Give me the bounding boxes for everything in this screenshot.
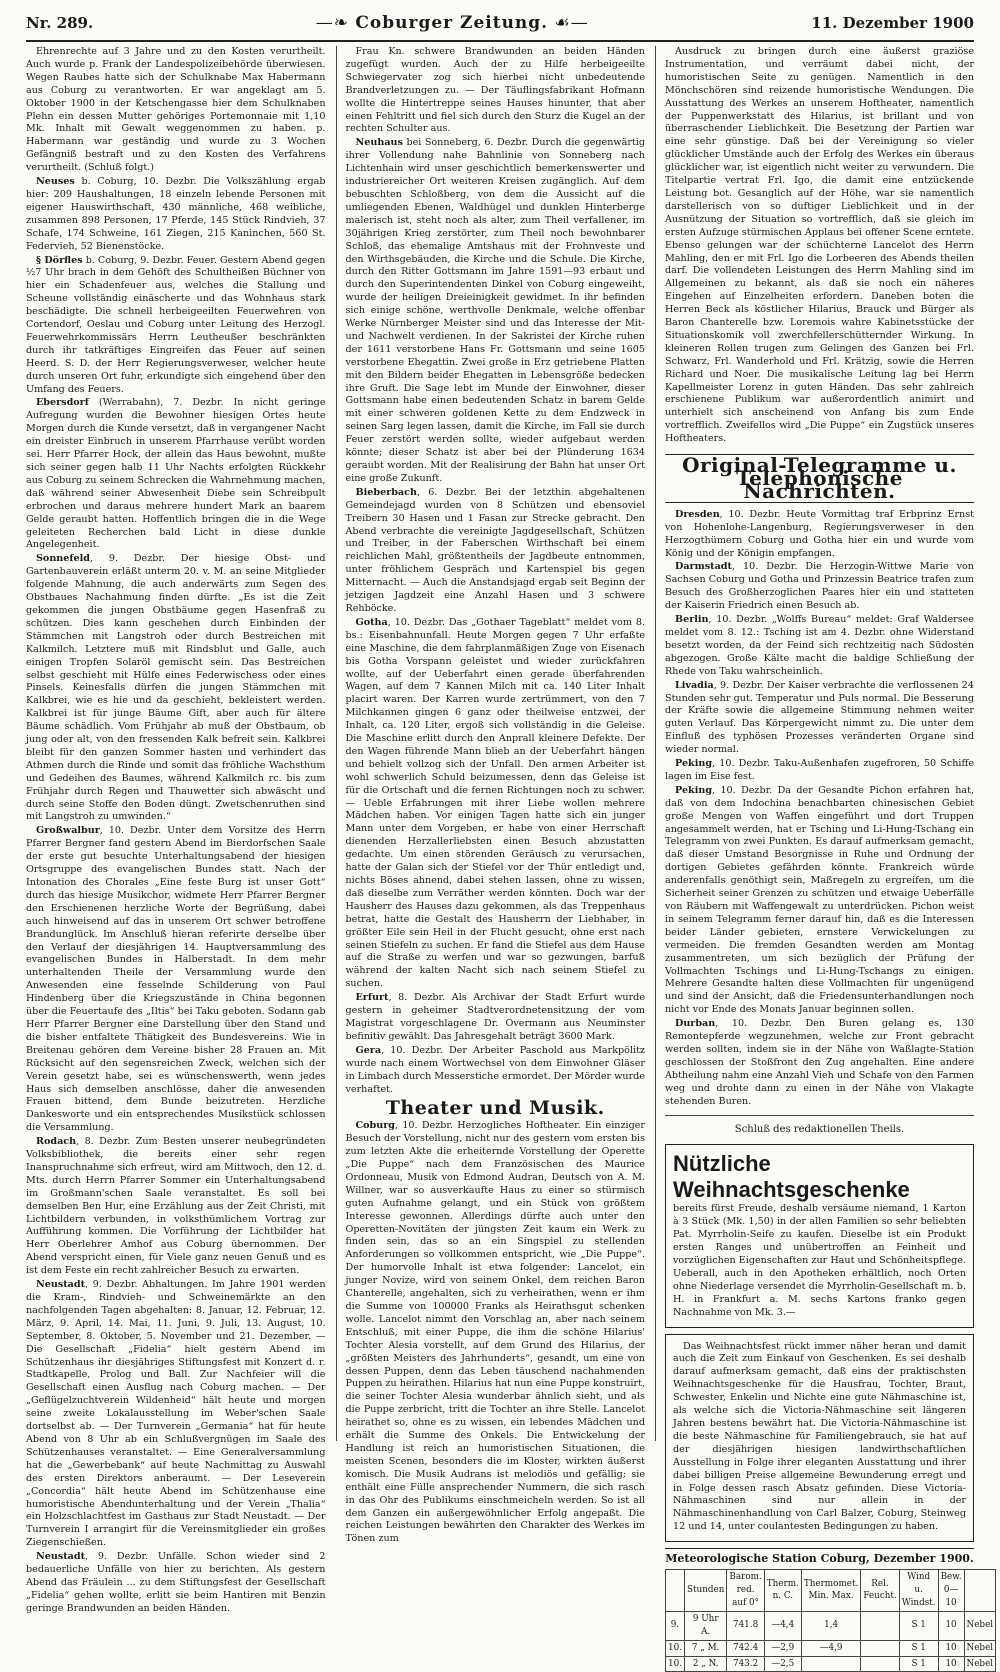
telegram (665, 680, 974, 757)
dateline: Coburg (355, 1120, 395, 1132)
table-cell: Nebel (964, 1656, 996, 1672)
column-3 (655, 46, 994, 1669)
dateline: Durban (675, 1018, 716, 1030)
dateline: Livadia (675, 679, 714, 691)
table-row (666, 1640, 996, 1656)
dateline: Großwalbur (36, 825, 100, 837)
dateline: Neuhaus (355, 137, 403, 149)
article (346, 1045, 646, 1097)
dateline: Neuses (36, 176, 75, 188)
article-text: b. Coburg, 10. Dezbr. Die Volkszählung ergab hier: 209 Haushaltungen, 18 einzeln lebende Personen mit eigener Hauswirthschaft, 430 männliche, 468 weibliche, zusammen 898 Personen, 17 Pferde, 145 Stück Rindvieh, 37 Schafe, 174 Schweine, 161 Ziegen, 215 Kaninchen, 560 St. Federvieh, 52 Bienenstöcke. (26, 176, 326, 252)
table-header: Therm. n. C. (764, 1570, 801, 1612)
table-cell: —2,9 (764, 1640, 801, 1656)
article (346, 992, 646, 1044)
dateline: Peking (675, 784, 713, 796)
weather-table (665, 1569, 996, 1672)
table-cell (861, 1611, 899, 1640)
issue-number: Nr. 289. (26, 14, 94, 32)
article (346, 617, 646, 991)
dateline: Gera (355, 1044, 382, 1056)
table-cell: 10. (666, 1656, 685, 1672)
article (26, 1551, 326, 1616)
dateline: Dresden (675, 508, 720, 520)
table-cell: —2,5 (764, 1656, 801, 1672)
ad-title: Nützliche Weihnachtsgeschenke (673, 1151, 910, 1203)
dateline: Gotha (355, 616, 388, 628)
table-cell: S 1 (899, 1656, 938, 1672)
dateline: § Dörfles (36, 254, 83, 266)
article-text: , 10. Dezbr. Das „Gothaer Tageblatt“ meldet vom 8. bs.: Eisenbahnunfall. Heute Morgen gegen 7 Uhr erfaßte eine Maschine, die dem fahrplanmäßigen Zuge von Eisenach bis Gotha Vorspann geleistet und wieder zurückfahren wollte, auf der Ueberfahrt einen gerade überfahrenden Wagen, auf dem 7 Kannen Milch mit ca. 140 Liter Inhalt placirt waren. Der Karren wurde zertrümmert, von den 7 Milchkannen gingen 6 ganz oder theilweise entzwei, der Inhalt, ca. 120 Liter, ergoß sich vollständig in die Geleise. Die Maschine erlitt durch den Anprall kleinere Defekte. Der den Wagen führende Mann blieb an der Ueberfahrt hängen und behielt vollzog sich der Unfall. Den armen Arbeiter ist wohl schwerlich Schuld beizumessen, denn das Geleise ist für die Ortschaft und die fernen Richtungen noch zu schwer. — Ueble Erfahrungen mit ihrer Liebe wollen mehrere Mädchen haben. Vor einigen Tagen hatte sich ein junger Mann unter dem Vorgeben, er habe von einer Herrschaft dienenden Herzallerliebsten einen Besuch abzustatten gedachte. Um einen störenden Geräusch zu verursachen, hatte der Galan sich der Stiefel vor der Thür entledigt und, nichts Böses ahnend, dabei stehen lassen, ohne zu wissen, daß dieselbe zum Verräther werden könnten. Doch war der Hausherr des Hauses dazu gekommen, als das Treppenhaus betrat, hatte die Gestalt des Hausherrn der Liebhaber, in größter Eile sein Heil in der Flucht gesucht, ohne erst nach seinen Stiefeln zu suchen. Er fand die Stiefel aus dem Hause auf die Straße zu werfen und war so gezwungen, barfuß während der kalten Nacht sich nach seinem Stiefel zu suchen. (345, 616, 645, 990)
telegram (665, 561, 974, 613)
divider (665, 1115, 974, 1116)
table-cell: 10 (938, 1640, 964, 1656)
columns (26, 46, 994, 1669)
article-text: , 8. Dezbr. Zum Besten unserer neubegründeten Volksbibliothek, die bereits einer sehr regen Inanspruchnahme sich erfreut, wird am Mittwoch, den 12. d. Mts. durch Herrn Pfarrer Sommer ein Unterhaltungsabend im Großmann'schen Saale veranstaltet. Es soll bei demselben Ben Hur, eine Erzählung aus der Zeit Christi, mit Lichtbildern verbunden, in volksthümlichem Vortrag zur Aufführung kommen. Die Vorführung der Lichtbilder hat Herr Oberlehrer Amhof aus Coburg übernommen. Der Abend verspricht einen, für Viele ganz neuen Genuß und es ist dem Feste ein recht zahlreicher Besuch zu erwarten. (26, 1136, 326, 1277)
article-text: , 9. Dezbr. Abhaltungen. Im Jahre 1901 werden die Kram-, Rindvieh- und Schweinemärkte an den nachfolgenden Tagen abgehalten: 8. Januar, 12. Februar, 12. März, 9. April, 14. Mai, 11. Juni, 9. Juli, 13. August, 10. September, 8. Oktober, 5. November und 21. Dezember. — Die Gesellschaft „Fidelia“ hielt gestern Abend im Schützenhaus ihr diesjähriges Stiftungsfest mit Konzert d. r. Stadtkapelle, Prolog und Ball. Zur Nachfeier will die Gesellschaft einen Ausflug nach Coburg machen. — Der „Geflügelzuchtverein Wildenheid“ hält heute und morgen seine zweite Lokalausstellung im Weber'schen Saale dortselbst ab. — Der Turnverein „Germania“ hat für heute Abend von 8 Uhr ab ein Schlußvergnügen im Saale des Schützenhauses veranstaltet. — Eine Generalversammlung hat die „Gewerbebank“ auf heute Nachmittag zu Auswahl des ersten Direktors anberaumt. — Der Leseverein „Concordia“ hält heute Abend im Schützenhause eine humoristische Abendunterhaltung und der Verein „Thalia“ ein Holzschlachtfest im Gasthaus zur Stadt Neustadt. — Der Turnverein I arrangirt für die Vereinsmitglieder ein großes Ziegenschießen. (26, 1279, 326, 1549)
table-cell: 9. (666, 1611, 685, 1640)
dateline: Neustadt (36, 1279, 86, 1291)
dateline: Berlin (675, 614, 709, 626)
editorial-end-note: Schluß des redaktionellen Theils. (734, 1123, 905, 1135)
advertisement-naehmaschine (665, 1334, 974, 1543)
dateline: Erfurt (355, 992, 389, 1004)
dateline: Ebersdorf (36, 397, 89, 409)
telegram-text: , 10. Dezbr. „Wolffs Bureau“ meldet: Graf Waldersee meldet vom 8. 12.: Tsching ist am 4. Dezbr. ohne Widerstand besetzt worden, da der Feind sich rechtzeitig nach Südosten abgezogen. Große Kälte macht die baldige Schließung der Rhede von Taku wahrscheinlich. (665, 614, 974, 677)
article (346, 487, 646, 616)
telegram-text: , 10. Dezbr. Die Herzogin-Wittwe Marie von Sachsen Coburg und Gotha und Prinzessin Beatrice trafen zum Besuch des Großherzoglichen Paares hier ein und statteten der Kaiserin Friedrich einen Besuch ab. (665, 561, 974, 612)
table-cell: Nebel (964, 1611, 996, 1640)
table-cell (801, 1656, 860, 1672)
telegram-text: , 10. Dezbr. Taku-Außenhafen zugefroren, 50 Schiffe lagen im Eise fest. (665, 758, 974, 782)
column-2 (336, 46, 646, 1545)
table-cell: 741.8 (727, 1611, 764, 1640)
article-text: , 10. Dezbr. Herzogliches Hoftheater. Ein einziger Besuch der Vorstellung, nicht nur des gestern vom ersten bis zum letzten Akte die erheiternde Vorstellung der Operette „Die Puppe“ nach dem Französischen des Maurice Ordonneau, Musik von Edmond Audran, Deutsch von A. M. Willner, war so ausverkaufte Haus zu einer so stürmisch guten Aufnahme gelangt, und ein Stück von größtem Interesse gewonnen. Allerdings dürfte auch unter den Operetten-Novitäten der jüngsten Zeit kaum ein Werk zu finden sein, das so an ein Singspiel zu stellenden Anforderungen so vollkommen entspricht, wie „Die Puppe“. Der humorvolle Inhalt ist etwa folgender: Lancelot, ein junger Novize, wird von seinem Onkel, dem reichen Baron Chanterelle, angehalten, sich zu verheirathen, wenn er ihm die Summe von 100000 Franks als Heirathsgut schenken wolle. Lancelot nimmt den Vorschlag an, aber nach seinem Entschluß, mit einer Puppe, die ihm die schöne Hilarius' Tochter Alesia vorstellt, auf dem Grund des Hilarius, der „größten Meisters des Jahrhunderts“, gesandt, um eine von dessen Puppen, denn das Leben täuschend nachahmenden Puppen zu heirathen. Hilarius hat nun eine Puppe konstruirt, die seiner Tochter Alesia wunderbar ähnlich sieht, und als die Puppe zerbricht, tritt die Tochter an ihre Stelle. Lancelot heirathet so, ohne es zu wissen, ein lebendes Mädchen und erhält die Summe des Onkels. Die Entwickelung der Handlung ist reich an humoristischen Situationen, die meisten Scenen, besonders die im Kloster, wirkten äußerst komisch. Die Musik Audrans ist melodiös und gefällig; sie enthält eine Fülle ansprechender Nummern, die sich rasch in das Ohr des Publikums einschmeicheln werden. So ist all dem Ganzen ein außergewöhnlicher Erfolg angepaßt. Die reichen Leistungen bewährten den Charakter des Werkes im Tönen zum (345, 1120, 645, 1545)
advertisement-myrrholin (665, 1144, 974, 1327)
issue-date: 11. Dezember 1900 (811, 14, 974, 32)
table-header: Wind u. Windst. (899, 1570, 938, 1612)
table-cell (861, 1640, 899, 1656)
table-cell: 1,4 (801, 1611, 860, 1640)
telegram (665, 1018, 974, 1108)
article-text: (Werrabahn), 7. Dezbr. In nicht geringe Aufregung wurden die Bewohner hiesigen Ortes heute Morgen durch die Kunde versetzt, daß in vergangener Nacht ein dreister Einbruch in unserem Pfarrhause verübt worden sei. Herr Pfarrer Hock, der allein das Haus bewohnt, mußte sich seiner gegen halb 11 Uhr Nachts erfolgten Rückkehr aus Coburg zu seinem Schrecken die Wahrnehmung machen, daß während seiner Abwesenheit Diebe sein Schreibpult erbrochen und daraus mehrere hundert Mark an baarem Gelde geraubt hatten. Hoffentlich bringen die in die Wege geleiteten Recherchen bald Licht in diese dunkle Angelegenheit. (26, 397, 326, 551)
telegram-text: , 10. Dezbr. Da der Gesandte Pichon erfahren hat, daß von dem Indochina benachbarten chinesischen Gebiet große Mengen von Waffen eingeführt und dort Truppen angesammelt werden, hat er Tsching und Li-Hung-Tschang ein Telegramm von zwei Punkten. Es darauf aufmerksam gemacht, daß dieser Umstand Besorgnisse in Ruhe und Ordnung der dortigen Gebietes gefährden könnte. Frankreich würde anderenfalls genöthigt sein, Maßregeln zu ergreifen, um die Sicherheit seiner Grenzen zu schützen und etwaige Ueberfälle von Räubern mit Waffengewalt zu unterdrücken. Pichon weist in seinem Telegramm ferner darauf hin, daß es die Interessen beider Länder gebieten, ernstere Verwickelungen zu vermeiden. Die fremden Gesandten werden am Montag zusammentreten, um sich bezüglich der Prüfung der Vollmachten Tschings und Li-Hung-Tschangs zu einigen. Mehrere Gesandte halten diese Vollmachten für ungenügend und sind der Ansicht, daß die Friedensunterhandlungen noch nicht vor Ende des Monats Januar beginnen sollen. (665, 784, 974, 1016)
table-cell: 9 Uhr A. (685, 1611, 727, 1640)
article (26, 825, 326, 1135)
paper-title: —❧ Coburger Zeitung. ☙— (316, 13, 589, 33)
table-cell: S 1 (899, 1640, 938, 1656)
table-cell: —4,4 (764, 1611, 801, 1640)
table-cell: Nebel (964, 1640, 996, 1656)
table-row (666, 1656, 996, 1672)
table-cell: 2 „ N. (685, 1656, 727, 1672)
ad-text: bereits fürst Freude, deshalb versäume niemand, 1 Karton à 3 Stück (Mk. 1,50) in der allen Familien so sehr beliebten Pat. Myrrholin-Seife zu kaufen. Dieselbe ist ein Produkt ersten Ranges und unübertroffen an Feinheit und vorzüglichen Eigenschaften zur Haut und Schönheitspflege. Ueberall, auch in den Apotheken erhältlich, noch Orten ohne Niederlage versendet die Myrrholin-Gesellschaft m. b. H. in Frankfurt a. M. sechs Kartons franko gegen Nachnahme von Mk. 3.— (673, 1203, 966, 1318)
ad-text: Das Weihnachtsfest rückt immer näher heran und damit auch die Zeit zum Einkauf von Geschenken. Es sei deshalb darauf aufmerksam gemacht, daß eins der praktischsten Weihnachtsgeschenke für die Hausfrau, Tochter, Braut, Schwester, Enkelin und Nichte eine gute Nähmaschine ist, als welche sich die Victoria-Nähmaschine seit längeren Jahren bestens bewährt hat. Die Victoria-Nähmaschine ist die beste Nähmaschine für Familiengebrauch, sie hat auf der diesjährigen hiesigen landwirthschaftlichen Ausstellung in Folge ihrer eleganten Ausstattung und ihrer dabei billigen Preise allgemeine Bewunderung erregt und in Folge dessen rasch Absatz gefunden. Diese Victoria-Nähmaschinen sind nur allein in der Nähmaschinenhandlung von Carl Balzer, Coburg, Steinweg 12 und 14, unter coulantesten Bedingungen zu haben. (673, 1340, 966, 1533)
telegram (665, 785, 974, 1017)
table-cell (861, 1656, 899, 1672)
article (26, 255, 326, 397)
article-text: Ehrenrechte auf 3 Jahre und zu den Kosten verurtheilt. Auch wurde p. Frank der Landespolizeibehörde überwiesen. Wegen Raubes hatte sich der Schulknabe Max Habermann aus Coburg zu verantworten. Er war angeklagt am 5. Oktober 1900 in der Ketschengasse hier dem Schulknaben Plehn ein dessen Mutter gehöriges Portemonnaie mit 1,10 Mk. Inhalt mit Gewalt weggenommen zu haben. p. Habermann war geständig und wurde zu 3 Wochen Gefängniß bestraft und zu den Kosten des Verfahrens verurtheilt. (Schluß folgt.) (26, 46, 326, 174)
table-cell: 742.4 (727, 1640, 764, 1656)
article (26, 1279, 326, 1550)
table-header (964, 1570, 996, 1612)
masthead (26, 6, 974, 42)
article (26, 176, 326, 253)
telegram (665, 509, 974, 561)
article-text: Frau Kn. schwere Brandwunden an beiden Händen zugefügt wurden. Auch der zu Hilfe herbeigeeilte Schwiegervater zog sich hierbei nicht unbedeutende Brandverletzungen zu. — Der Täuflingsfabrikant Hofmann wollte die Hintertreppe seines Hauses hinunter, that aber einen Fehltritt und fiel sich durch den Sturz die Kugel an der rechten Schulter aus. (345, 46, 645, 135)
article (26, 553, 326, 824)
table-header: Stunden (685, 1570, 727, 1612)
dateline: Neustadt (36, 1551, 86, 1563)
table-header: Barom. red. auf 0° (727, 1570, 764, 1612)
telegram-text: , 9. Dezbr. Der Kaiser verbrachte die verflossenen 24 Stunden sehr gut. Temperatur und Puls normal. Die Besserung der Kräfte sowie die allgemeine Stimmung nehmen weiter guten Verlauf. Das Körpergewicht nimmt zu. Die unter dem Einfluß des typhösen Prozesses veränderten Organe sind wieder normal. (665, 679, 974, 756)
column-1 (26, 46, 326, 1614)
table-cell: —4,9 (801, 1640, 860, 1656)
table-cell: 10 (938, 1656, 964, 1672)
dateline: Rodach (36, 1136, 77, 1148)
table-cell: S 1 (899, 1611, 938, 1640)
table-row (666, 1611, 996, 1640)
telegram-text: , 10. Dezbr. Den Buren gelang es, 130 Remontepferde wegzunehmen, welche zur Front gebracht werden sollten, indem sie in der Nähe von Waßlagte-Station geschlossen der Stoßfront den Zug angehalten. Eine andere Abtheilung nahm eine Anzahl Vieh und Schafe von den Farmen weg und drohte dann zu einen in der Nähe von Vlakagte stehenden Buren. (665, 1018, 974, 1107)
article-text: , 9. Dezbr. Unfälle. Schon wieder sind 2 bedauerliche Unfälle von hier zu berichten. Als gestern Abend das Fräulein ... zu dem Stiftungsfest der Gesellschaft „Fidelia“ gehen wollte, erlitt sie beim Hantiren mit Benzin geringe Brandwunden an beiden Händen. (26, 1551, 326, 1614)
dateline: Peking (675, 758, 713, 770)
telegram (665, 614, 974, 679)
article (26, 397, 326, 552)
table-header-row (666, 1570, 996, 1612)
dateline: Sonnefeld (36, 553, 90, 565)
dateline: Bieberbach (355, 486, 417, 498)
article (346, 137, 646, 485)
table-header (666, 1570, 685, 1612)
table-cell: 10 (938, 1611, 964, 1640)
telegram-text: , 10. Dezbr. Heute Vormittag traf Erbprinz Ernst von Hohenlohe-Langenburg, Regierungsverweser in den Herzogthümern Coburg und Gotha hier ein und wurde vom König und der Königin empfangen. (665, 508, 974, 559)
section-heading-theater: Theater und Musik. (385, 1097, 605, 1120)
article-text: b. Coburg, 9. Dezbr. Feuer. Gestern Abend gegen ½7 Uhr brach in dem Gehöft des Schultheißen Büchner von hier ein Schadenfeuer aus, welches die Stallung und Scheune vollständig einäscherte und das Wohnhaus stark beschädigte. Die schnell herbeigeeilten Feuerwehren von Cortendorf, Oeslau und Coburg unter Leitung des Herzogl. Feuerwehrkommissärs Herrn Leutheußer beschränkten durch ihr tatkräftiges Eingreifen das Feuer auf seinen Heerd. S. D. der Herr Regierungsverweser, welcher heute durch unseren Ort fuhr, erkundigte sich eingehend über den Umfang des Feuers. (26, 254, 326, 395)
article-text: , 8. Dezbr. Als Archivar der Stadt Erfurt wurde gestern in geheimer Stadtverordnetensitzung der vom Magistrat vorgeschlagene Dr. Overmann aus Neuminster befinitiv gewählt. Das Jahresgehalt beträgt 3600 Mark. (345, 992, 645, 1042)
article-text: , 9. Dezbr. Der hiesige Obst- und Gartenbauverein erläßt unterm 20. v. M. an seine Mitglieder folgende Mahnung, die auch anderwärts zum Segen des Obstbaues Nachahmung finden dürfte. „Es ist die Zeit gekommen die jungen Obstbäume gegen Hasenfraß zu schützen. Dies kann geschehen durch Einbinden der Stämmchen mit Langstroh oder durch Bestreichen mit Kalkmilch. Letztere muß mit Rindsblut und Galle, auch einigen Tropfen Solaröl gemischt sein. Das Bestreichen selbst geschieht mit Hülfe eines Federwischess oder eines Pinsels. Keinesfalls dürfen die jungen Stämmchen mit Kalkbrei, wie es hie und da geschieht, bekleistert werden. Kalkbrei ist für junge Bäume Gift, aber auch für ältere Bäume schädlich. Vom Frühjahr ab muß der Obstbaum, ob jung oder alt, von den fressenden Kalk befreit sein. Kalkbrei bleibt für den ganzen Sommer hasten und verhindert das Athmen durch die Rinde und somit das fröhliche Wachsthum und Gedeihen des Baumes, während Kalkmilch rc. bis zum Frühjahr durch Regen und Thauwetter sich abwäscht und durch seine Stoffe den Boden düngt. Zwetschenruthen sind mit Langstroh zu umwinden.“ (26, 553, 326, 823)
table-header: Bew. 0—10 (938, 1570, 964, 1612)
table-header: Thermomet. Min. Max. (801, 1570, 860, 1612)
article-text: bei Sonneberg, 6. Dezbr. Durch die gegenwärtig ihrer Vollendung nahe Bahnlinie von Sonneberg nach Lichtenhain wird unser geschichtlich bemerkenswerter und industriereicher Ort weiteren Kreisen zugänglich. Auf dem bebuschten Schloßberg, von dem die Aussicht auf die umliegenden Ebenen, Waldhügel und dunklen Hinterberge malerisch ist, steht noch als alter, zum Theil verfallener, im 30jährigen Krieg zerstörter, zum Theil noch bewohnbarer Schloß, das ehemalige Amtshaus mit der Frohnveste und den Wirthsgebäuden, die Kirche und die Schule. Die Kirche, durch den Ritter Gottsmann im Jahre 1591—93 erbaut und durch den Superintendenten Dinkel von Coburg eingeweiht, wurde der heiligen Dreieinigkeit gewidmet. In ihr befinden sich einige schöne, werthvolle Denkmale, welche offenbar Werke Nürnberger Meister sind und das Interesse der Mit- und Nachwelt verdienen. In der Sakristei der Kirche ruhen der 1611 verstorbene Hans Fr. Gottsmann und seine 1605 verstorbene Ehegattin. Zwei große in Erz getriebene Platten mit den Bildern beider Ehegatten in Lebensgröße bedecken ihre Gruft. Die Sage lebt im Munde der Einwohner, dieser Gottsmann habe einen bedeutenden Schatz in barem Gelde mit einer schweren goldenen Kette zu dem Endzweck in seinen Sarg legen lassen, damit die Kirche, im Fall sie durch Feuer zerstört werden sollte, wieder aufgebaut werden könnte; dieser Schatz ist aber bei der Plünderung 1634 geraubt worden. Mit der Realisirung der Bahn hat unser Ort eine große Zukunft. (345, 137, 645, 484)
article-text: , 10. Dezbr. Unter dem Vorsitze des Herrn Pfarrer Bergner fand gestern Abend im Bierdorfschen Saale der erste gut besuchte Unterhaltungsabend der hiesigen Ortsgruppe des evangelischen Bundes statt. Nach der Intonation des Chorales „Eine feste Burg ist unser Gott“ durch das hiesige Musikchor, widmete Herr Pfarrer Bergner den Erschienenen herzliche Worte der Begrüßung, dabei auch hinweisend auf das in unserem Ort schwer betroffene Brandunglück. Im Anschluß hieran referirte derselbe über den Verlauf der diesjährigen 14. Hauptversammlung des evangelischen Bundes in Halberstadt. In dem mehr unterhaltenden Theile der Versammlung wurde den Anwesenden eine fesselnde Schilderung von Paul Hindenberg über die Kriegszustände in China begonnen über die Feuertaufe des „Iltis“ bei Taku geboten. Sodann gab Herr Pfarrer Bergner eine Darstellung über den Stand und die bisher entfaltete Thätigkeit des Bundesvereins. Wie in Breitenau gehören dem Vereine bisher 28 Frauen an. Mit Rücksicht auf den segensreichen Zweck, welchen sich der Verein gesetzt habe, sei es wünschenswerth, wenn jedes Haus sich demselben anschlösse, daher die anwesenden Frauen bittend, dem Bunde beizutreten. Herzliche Dankesworte und ein entsprechendes Musikstück schlossen die Versammlung. (26, 825, 326, 1134)
weather-station-title: Meteorologische Station Coburg, Dezember 1900. (665, 1548, 974, 1566)
table-cell: 7 „ M. (685, 1640, 727, 1656)
table-cell: 10. (666, 1640, 685, 1656)
article-text: Ausdruck zu bringen durch eine äußerst graziöse Instrumentation, und verräumt dabei nicht, der humoristischen Seite zu genügen. Namentlich in den Mönchschören sind reizende humoristische Wendungen. Die Ausstattung des Werkes an unserem Hoftheater, namentlich der Puppenwerkstatt des Hilarius, ist brillant und von überraschender Lieblichkeit. Die Besetzung der Partien war eine sehr günstige. Daß bei der Vereinigung so vieler glücklicher Umstände auch der Erfolg des Werkes ein überaus glücklicher war, ist eigentlich nicht weiter zu verwundern. Die Titelpartie vertrat Frl. Igo, die damit eine entzückende Leistung bot. Gesanglich auf der Höhe, war sie namentlich darstellerisch von so duftiger Lieblichkeit und in der Ausnützung der Situation so vortrefflich, daß sie gleich im ersten Aufzuge stürmischen Applaus bei offener Scene erntete. Ebenso gelungen war der schüchterne Lancelot des Herrn Mahling, den er mit Frl. Igo die Lorbeeren des Abends theilen darf. Die vollendeten Leistungen des Herrn Mahling sind im Allgemeinen zu bekannt, als daß sie noch ein näheres Eingehen auf Einzelheiten erfordern. Daneben boten die Herren Beck als köstlicher Hilarius, Brauck und Bürger als Baron Chanterelle bzw. Loremois wahre Kabinetsstücke der Situationskomik voll zwerchfellerschütternder Wirkung. In kleineren Rollen trugen zum Gelingen des Ganzen bei Frl. Schwarz, Frl. Wanderhold und Frl. Krätzig, sowie die Herren Richard und Noer. Die musikalische Leitung lag bei Herrn Kapellmeister Lorenz in guten Händen. Das sehr zahlreich erschienene Publikum war außerordentlich animirt und unterhielt sich anscheinend von Anfang bis zum Ende vortrefflich. Zweifellos wird „Die Puppe“ ein Zugstück unseres Hoftheaters. (665, 46, 974, 445)
dateline: Darmstadt (675, 561, 732, 573)
article-text: , 6. Dezbr. Bei der letzthin abgehaltenen Gemeindejagd wurden von 8 Schützen und ebensoviel Treibern 30 Hasen und 1 Fasan zur Strecke gebracht. Den Abend verbrachte die vereinigte Jagdgesellschaft, Schützen und Treiber, in der Faberschen Wirthschaft bei einem reichlichen Mahl, größtentheils der Jagdbeute entnommen, unter fröhlichem Gespräch und Kartenspiel bis gegen Mitternacht. — Auch die Anstandsjagd ergab seit Beginn der jetzigen Jagdzeit eine Anzahl Hasen und 3 schwere Rehböcke. (345, 486, 645, 614)
table-cell: 743.2 (727, 1656, 764, 1672)
article (26, 1136, 326, 1278)
telegram (665, 758, 974, 784)
table-header: Rel. Feucht. (861, 1570, 899, 1612)
section-heading-telegrams: Original-Telegramme u. Telephonische Nachrichten. (665, 454, 974, 503)
article-text: , 10. Dezbr. Der Arbeiter Paschold aus Markpölitz wurde nach einem Wortwechsel von dem Einwohner Gläser in Limbach durch Messerstiche ermordet. Der Mörder wurde verhaftet. (345, 1044, 645, 1095)
article (346, 1120, 646, 1546)
